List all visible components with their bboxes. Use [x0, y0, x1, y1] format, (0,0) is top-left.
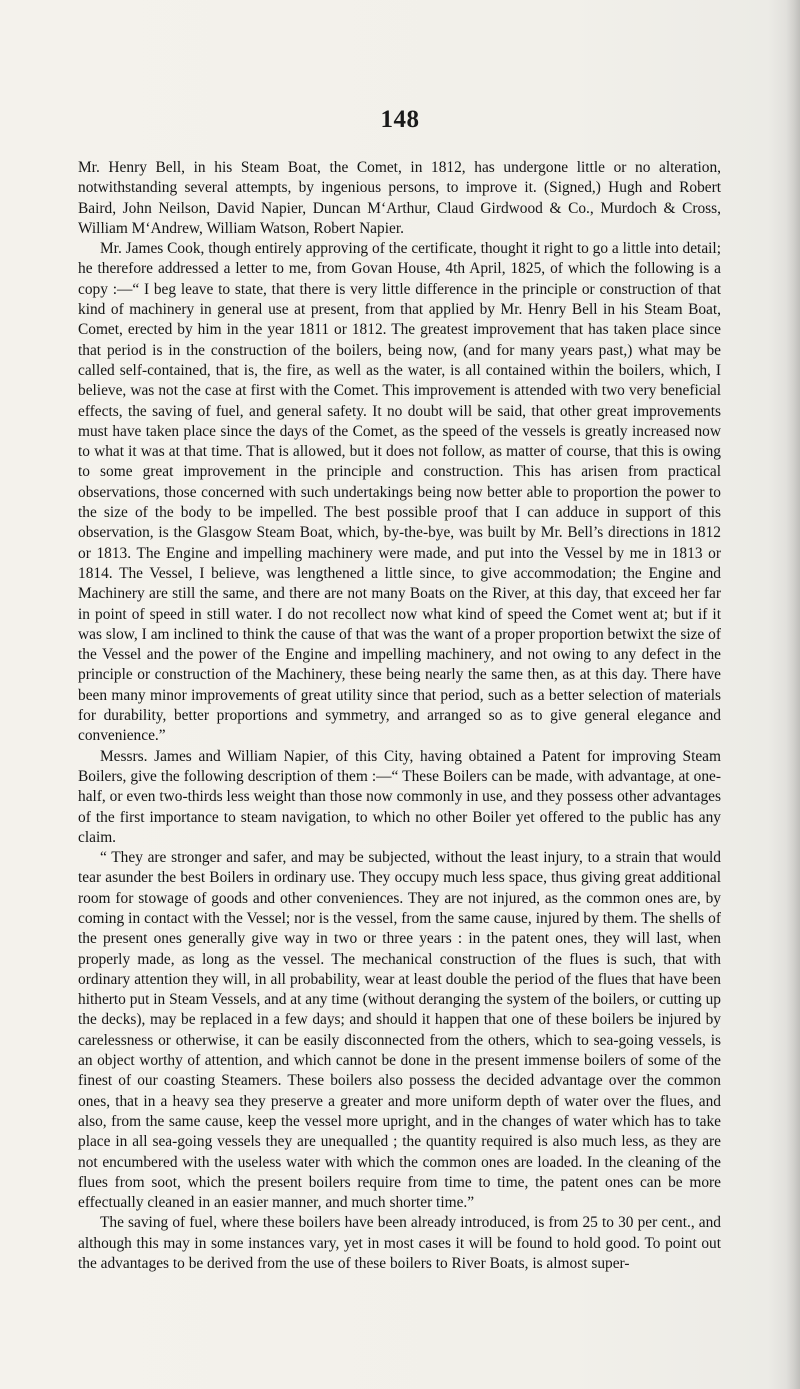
page-number: 148	[380, 106, 420, 133]
paragraph: Mr. Henry Bell, in his Steam Boat, the Comet, in 1812, has undergone little or no alteration, notwithstanding several attempts, by ingenious persons, to improve it. (Signed,) Hugh and Robert Baird, John Neilson, David Napier, Duncan M‘Arthur, Claud Girdwood & Co., Murdoch & Cross, William M‘Andrew, William Watson, Robert Napier.	[78, 159, 721, 237]
paragraph: Messrs. James and William Napier, of this City, having obtained a Patent for improving Steam Boilers, give the following description of them :—“ These Boilers can be made, with advantage, at one-half, or even two-thirds less weight than those now commonly in use, and they possess other advantages of the first importance to steam navigation, to which no other Boiler yet offered to the public has any claim.	[78, 747, 721, 846]
paragraph: The saving of fuel, where these boilers have been already introduced, is from 25 to 30 per cent., and although this may in some instances vary, yet in most cases it will be found to hold good. To point out the advantages to be derived from the use of these boilers to River Boats, is almost super-	[78, 1214, 721, 1273]
body-text	[78, 158, 721, 1274]
page-edge-shadow	[786, 0, 800, 1389]
paragraph: Mr. James Cook, though entirely approving of the certificate, thought it right to go a little into detail; he therefore addressed a letter to me, from Govan House, 4th April, 1825, of which the following is a copy :—“ I beg leave to state, that there is very little difference in the principle or construction of that kind of machinery in general use at present, from that applied by Mr. Henry Bell in his Steam Boat, Comet, erected by him in the year 1811 or 1812. The greatest improvement that has taken place since that period is in the construction of the boilers, being now, (and for many years past,) what may be called self-contained, that is, the fire, as well as the water, is all contained within the boilers, which, I believe, was not the case at first with the Comet. This improvement is attended with two very beneficial effects, the saving of fuel, and general safety. It no doubt will be said, that other great improvements must have taken place since the days of the Comet, as the speed of the vessels is greatly increased now to what it was at that time. That is allowed, but it does not follow, as matter of course, that this is owing to some great improvement in the principle and construction. This has arisen from practical observations, those concerned with such undertakings being now better able to proportion the power to the size of the body to be impelled. The best possible proof that I can adduce in support of this observation, is the Glasgow Steam Boat, which, by-the-bye, was built by Mr. Bell’s directions in 1812 or 1813. The Engine and impelling machinery were made, and put into the Vessel by me in 1813 or 1814. The Vessel, I believe, was lengthened a little since, to give accommodation; the Engine and Machinery are still the same, and there are not many Boats on the River, at this day, that exceed her far in point of speed in still water. I do not recollect now what kind of speed the Comet went at; but if it was slow, I am inclined to think the cause of that was the want of a proper proportion betwixt the size of the Vessel and the power of the Engine and impelling machinery, and not owing to any defect in the principle or construction of the Machinery, these being nearly the same then, as at this day. There have been many minor improvements of great utility since that period, such as a better selection of materials for durability, better proportions and symmetry, and arranged so as to give general elegance and convenience.”	[78, 240, 721, 745]
paragraph: “ They are stronger and safer, and may be subjected, without the least injury, to a strain that would tear asunder the best Boilers in ordinary use. They occupy much less space, thus giving great additional room for stowage of goods and other conveniences. They are not injured, as the common ones are, by coming in contact with the Vessel; nor is the vessel, from the same cause, injured by them. The shells of the present ones generally give way in two or three years : in the patent ones, they will last, when properly made, as long as the vessel. The mechanical construction of the flues is such, that with ordinary attention they will, in all probability, wear at least double the period of the flues that have been hitherto put in Steam Vessels, and at any time (without deranging the system of the boilers, or cutting up the decks), may be replaced in a few days; and should it happen that one of these boilers be injured by carelessness or otherwise, it can be easily disconnected from the others, which to sea-going vessels, is an object worthy of attention, and which cannot be done in the present immense boilers of some of the finest of our coasting Steamers. These boilers also possess the decided advantage over the common ones, that in a heavy sea they preserve a greater and more uniform depth of water over the flues, and also, from the same cause, keep the vessel more upright, and in the changes of water which has to take place in all sea-going vessels they are unequalled ; the quantity required is also much less, as they are not encumbered with the useless water with which the common ones are loaded. In the cleaning of the flues from soot, which the present boilers require from time to time, the patent ones can be more effectually cleaned in an easier manner, and much shorter time.”	[78, 849, 721, 1212]
